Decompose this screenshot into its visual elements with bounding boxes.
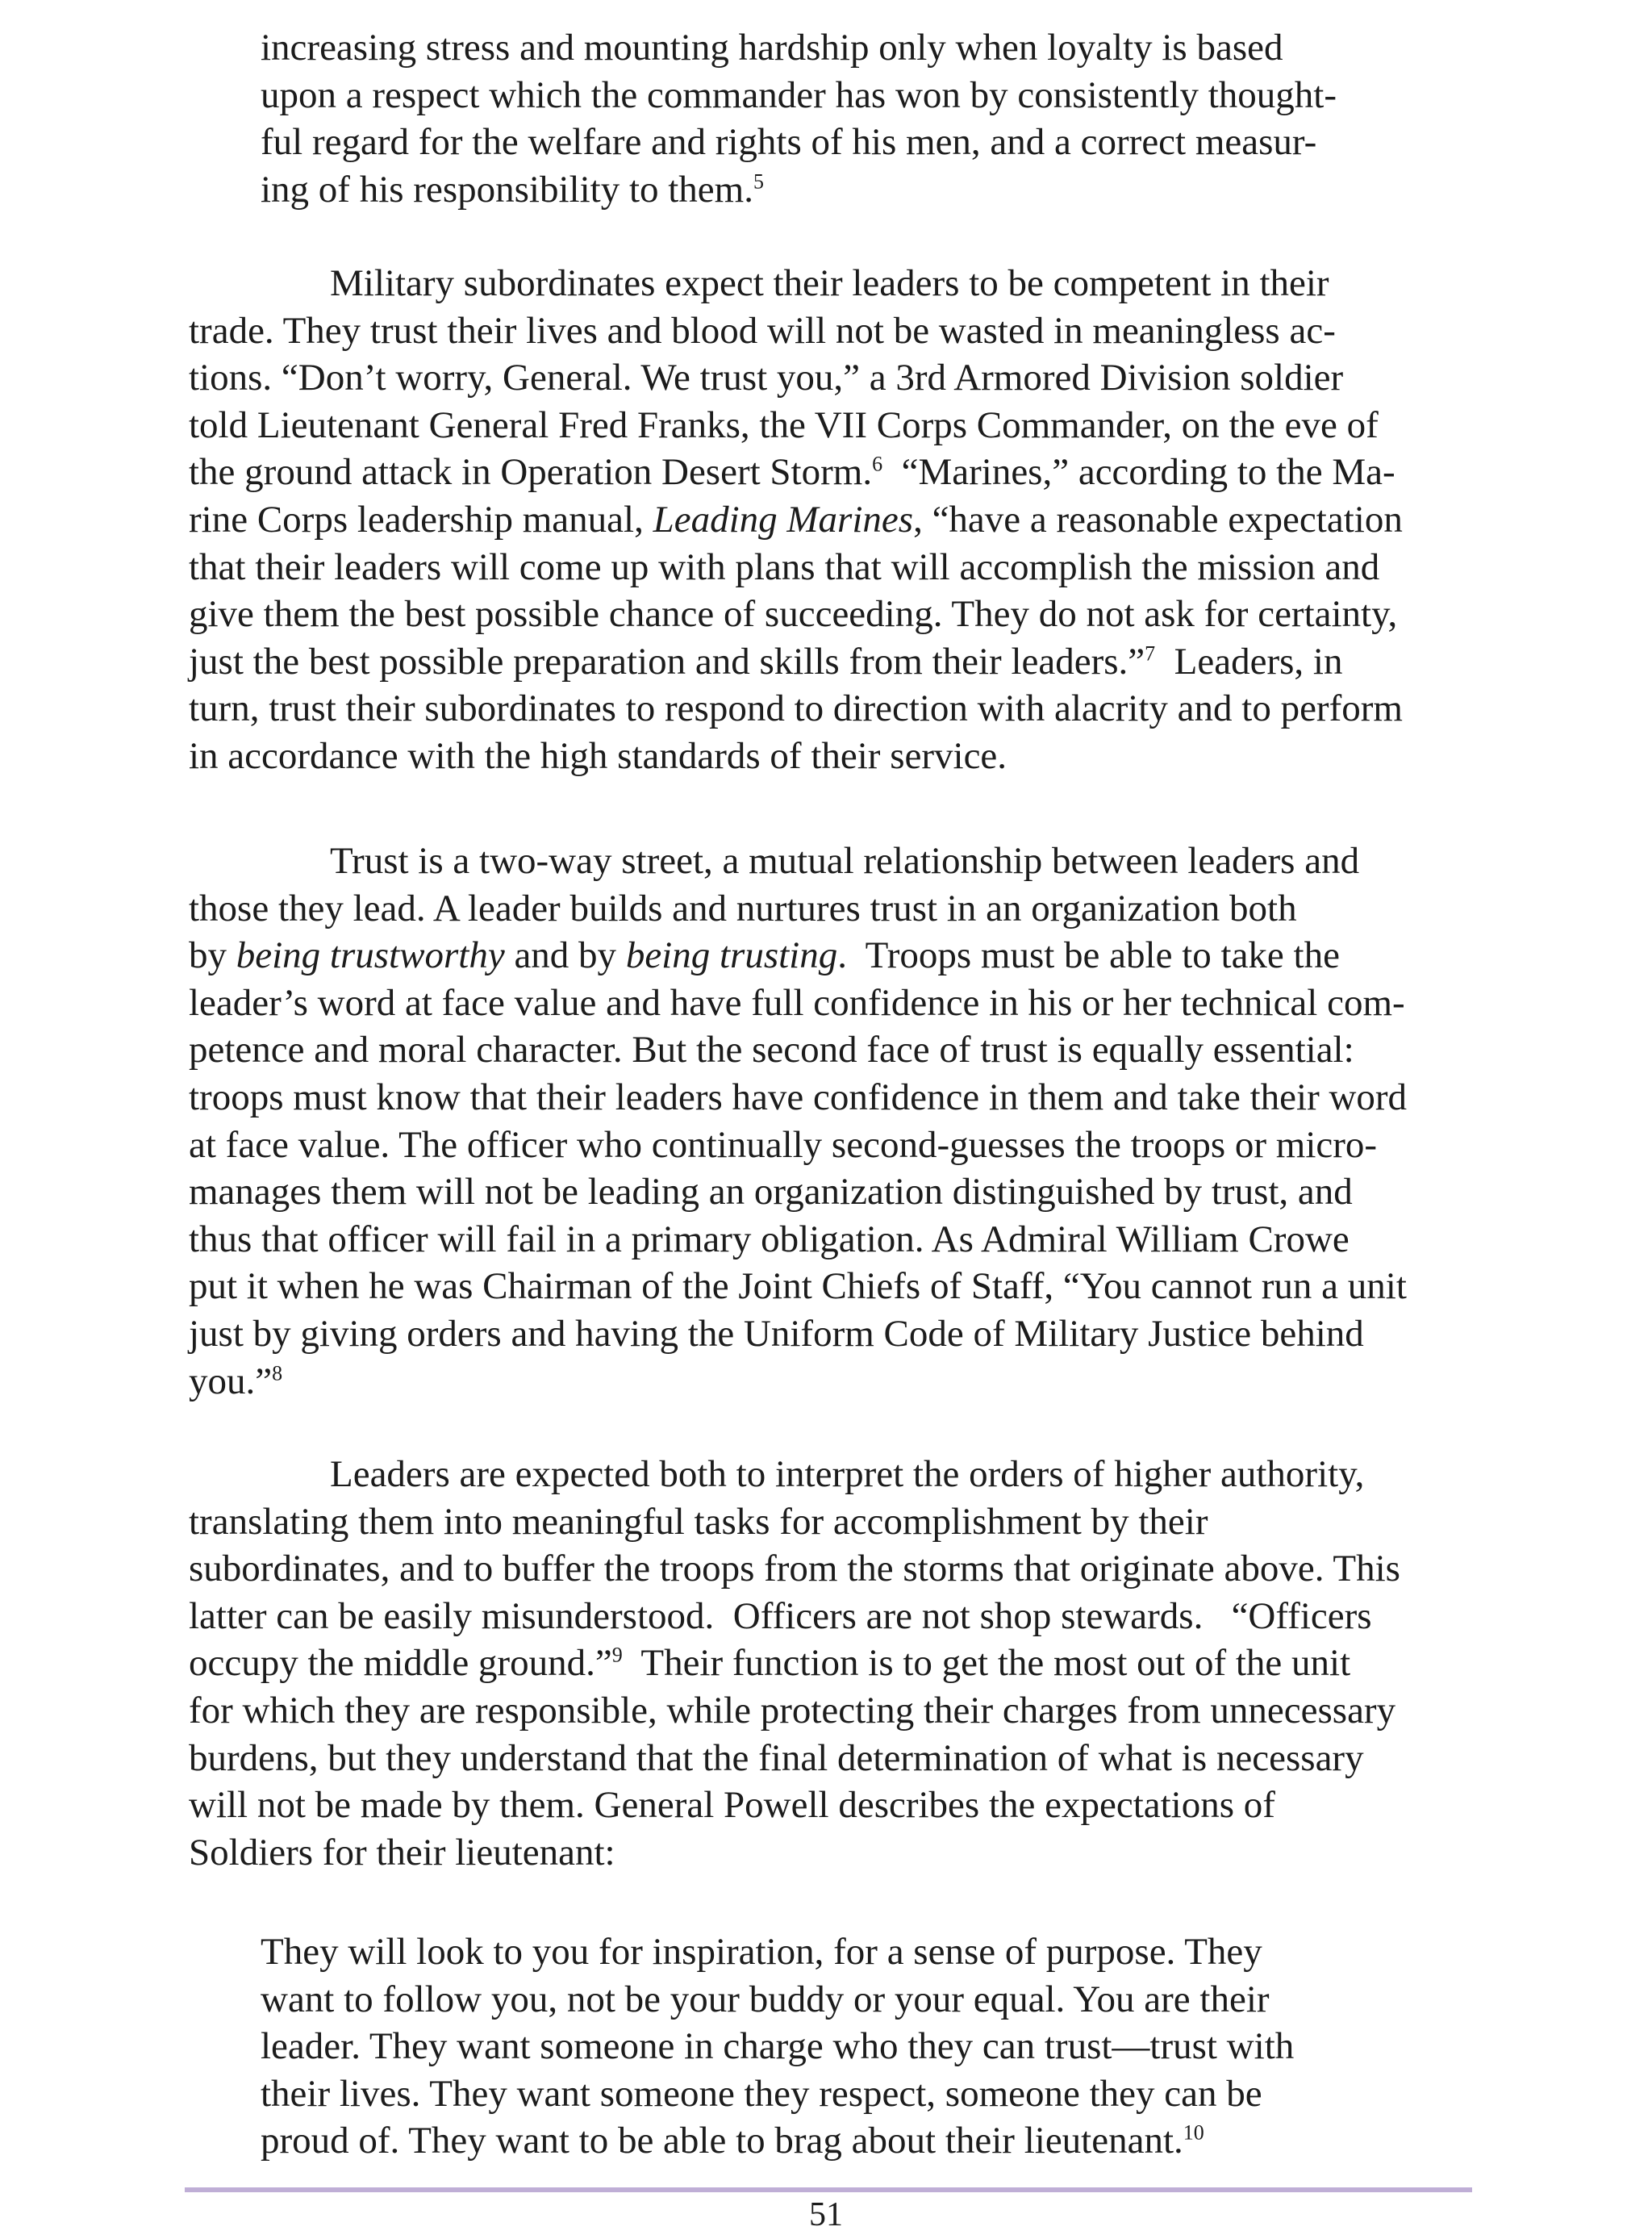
text-run: you.” — [189, 1360, 273, 1402]
paragraph-line: troops must know that their leaders have confidence in them and take their word — [189, 1076, 1408, 1118]
quote-line: their lives. They want someone they respect, someone they can be — [261, 2072, 1262, 2115]
italic-phrase: being trusting — [625, 934, 838, 977]
quote-line: want to follow you, not be your buddy or your equal. You are their — [261, 1978, 1270, 2020]
paragraph-line: Soldiers for their lieutenant: — [189, 1831, 615, 1874]
paragraph-line: latter can be easily misunderstood. Officers are not shop stewards. “Officers — [189, 1594, 1372, 1637]
paragraph-line: put it when he was Chairman of the Joint Chiefs of Staff, “You cannot run a unit — [189, 1265, 1407, 1308]
text-run: and by — [504, 934, 626, 977]
page-number: 51 — [809, 2196, 843, 2233]
paragraph-line: Leaders are expected both to interpret the orders of higher authority, — [330, 1453, 1365, 1495]
paragraph-line: told Lieutenant General Fred Franks, the VII Corps Commander, on the eve of — [189, 403, 1379, 446]
footnote-marker: 9 — [611, 1643, 623, 1667]
quote-line: leader. They want someone in charge who they can trust—trust with — [261, 2025, 1295, 2068]
paragraph-line: in accordance with the high standards of their service. — [189, 734, 1007, 777]
paragraph-line: just by giving orders and having the Uniform Code of Military Justice behind — [189, 1312, 1364, 1355]
footnote-marker: 6 — [872, 452, 883, 476]
footnote-marker: 7 — [1145, 641, 1156, 666]
quote-line: increasing stress and mounting hardship only when loyalty is based — [261, 27, 1283, 69]
paragraph-line: manages them will not be leading an organization distinguished by trust, and — [189, 1171, 1353, 1214]
text-run: Their function is to get the most out of the unit — [622, 1642, 1351, 1685]
footnote-marker: 8 — [272, 1360, 283, 1385]
paragraph-2 — [189, 838, 1407, 1405]
paragraph-line: at face value. The officer who continually second-guesses the troops or micro- — [189, 1123, 1378, 1166]
text-run: just the best possible preparation and skills from their leaders.” — [189, 640, 1145, 683]
paragraph-line: turn, trust their subordinates to respond to direction with alacrity and to perform — [189, 687, 1403, 730]
quote-text: ing of his responsibility to them. — [261, 168, 753, 211]
italic-phrase: being trustworthy — [236, 934, 505, 977]
paragraph-line — [189, 932, 1407, 980]
quote-line — [261, 2117, 1294, 2165]
text-run: the ground attack in Operation Desert Storm. — [189, 451, 873, 494]
quote-line — [261, 166, 1337, 214]
footer-rule — [185, 2187, 1472, 2192]
quote-line: They will look to you for inspiration, for a sense of purpose. They — [261, 1931, 1262, 1973]
paragraph-line: translating them into meaningful tasks for accomplishment by their — [189, 1500, 1208, 1543]
paragraph-line: that their leaders will come up with plans that will accomplish the mission and — [189, 545, 1380, 588]
block-quote-top — [261, 24, 1337, 213]
paragraph-line — [189, 449, 1403, 496]
text-run: . Troops must be able to take the — [837, 934, 1340, 977]
paragraph-line: leader’s word at face value and have full confidence in his or her technical com- — [189, 981, 1405, 1024]
paragraph-line — [189, 638, 1403, 686]
paragraph-line: will not be made by them. General Powell describes the expectations of — [189, 1784, 1275, 1827]
text-run: rine Corps leadership manual, — [189, 498, 653, 541]
paragraph-line: petence and moral character. But the second face of trust is equally essential: — [189, 1029, 1354, 1072]
paragraph-line: Military subordinates expect their leaders to be competent in their — [330, 262, 1329, 304]
text-run: , “have a reasonable expectation — [913, 498, 1403, 541]
text-run: “Marines,” according to the Ma- — [882, 451, 1395, 494]
quote-line: upon a respect which the commander has won by consistently thought- — [261, 73, 1337, 116]
paragraph-line: burdens, but they understand that the final determination of what is necessary — [189, 1736, 1364, 1779]
paragraph-line — [189, 1358, 1407, 1406]
paragraph-line: give them the best possible chance of succeeding. They do not ask for certainty, — [189, 593, 1398, 636]
paragraph-line: trade. They trust their lives and blood will not be wasted in meaningless ac- — [189, 309, 1336, 352]
paragraph-line: thus that officer will fail in a primary obligation. As Admiral William Crowe — [189, 1218, 1350, 1260]
paragraph-line: for which they are responsible, while protecting their charges from unnecessary — [189, 1689, 1396, 1732]
quote-line: ful regard for the welfare and rights of his men, and a correct measur- — [261, 121, 1317, 164]
footnote-marker: 5 — [753, 169, 764, 194]
block-quote-bottom — [261, 1928, 1294, 2165]
footnote-marker: 10 — [1183, 2120, 1204, 2145]
paragraph-line: subordinates, and to buffer the troops from the storms that originate above. This — [189, 1548, 1400, 1590]
paragraph-3 — [189, 1451, 1400, 1876]
text-run: occupy the middle ground.” — [189, 1642, 612, 1685]
paragraph-line: tions. “Don’t worry, General. We trust you,” a 3rd Armored Division soldier — [189, 357, 1344, 399]
text-run: Leaders, in — [1155, 640, 1343, 683]
paragraph-line: those they lead. A leader builds and nurtures trust in an organization both — [189, 887, 1297, 930]
text-run: by — [189, 934, 236, 977]
quote-text: proud of. They want to be able to brag about their lieutenant. — [261, 2120, 1183, 2162]
paragraph-1 — [189, 260, 1403, 780]
paragraph-line — [189, 496, 1403, 544]
paragraph-line — [189, 1640, 1400, 1687]
paragraph-line: Trust is a two-way street, a mutual relationship between leaders and — [330, 840, 1360, 882]
italic-title: Leading Marines — [653, 498, 914, 541]
